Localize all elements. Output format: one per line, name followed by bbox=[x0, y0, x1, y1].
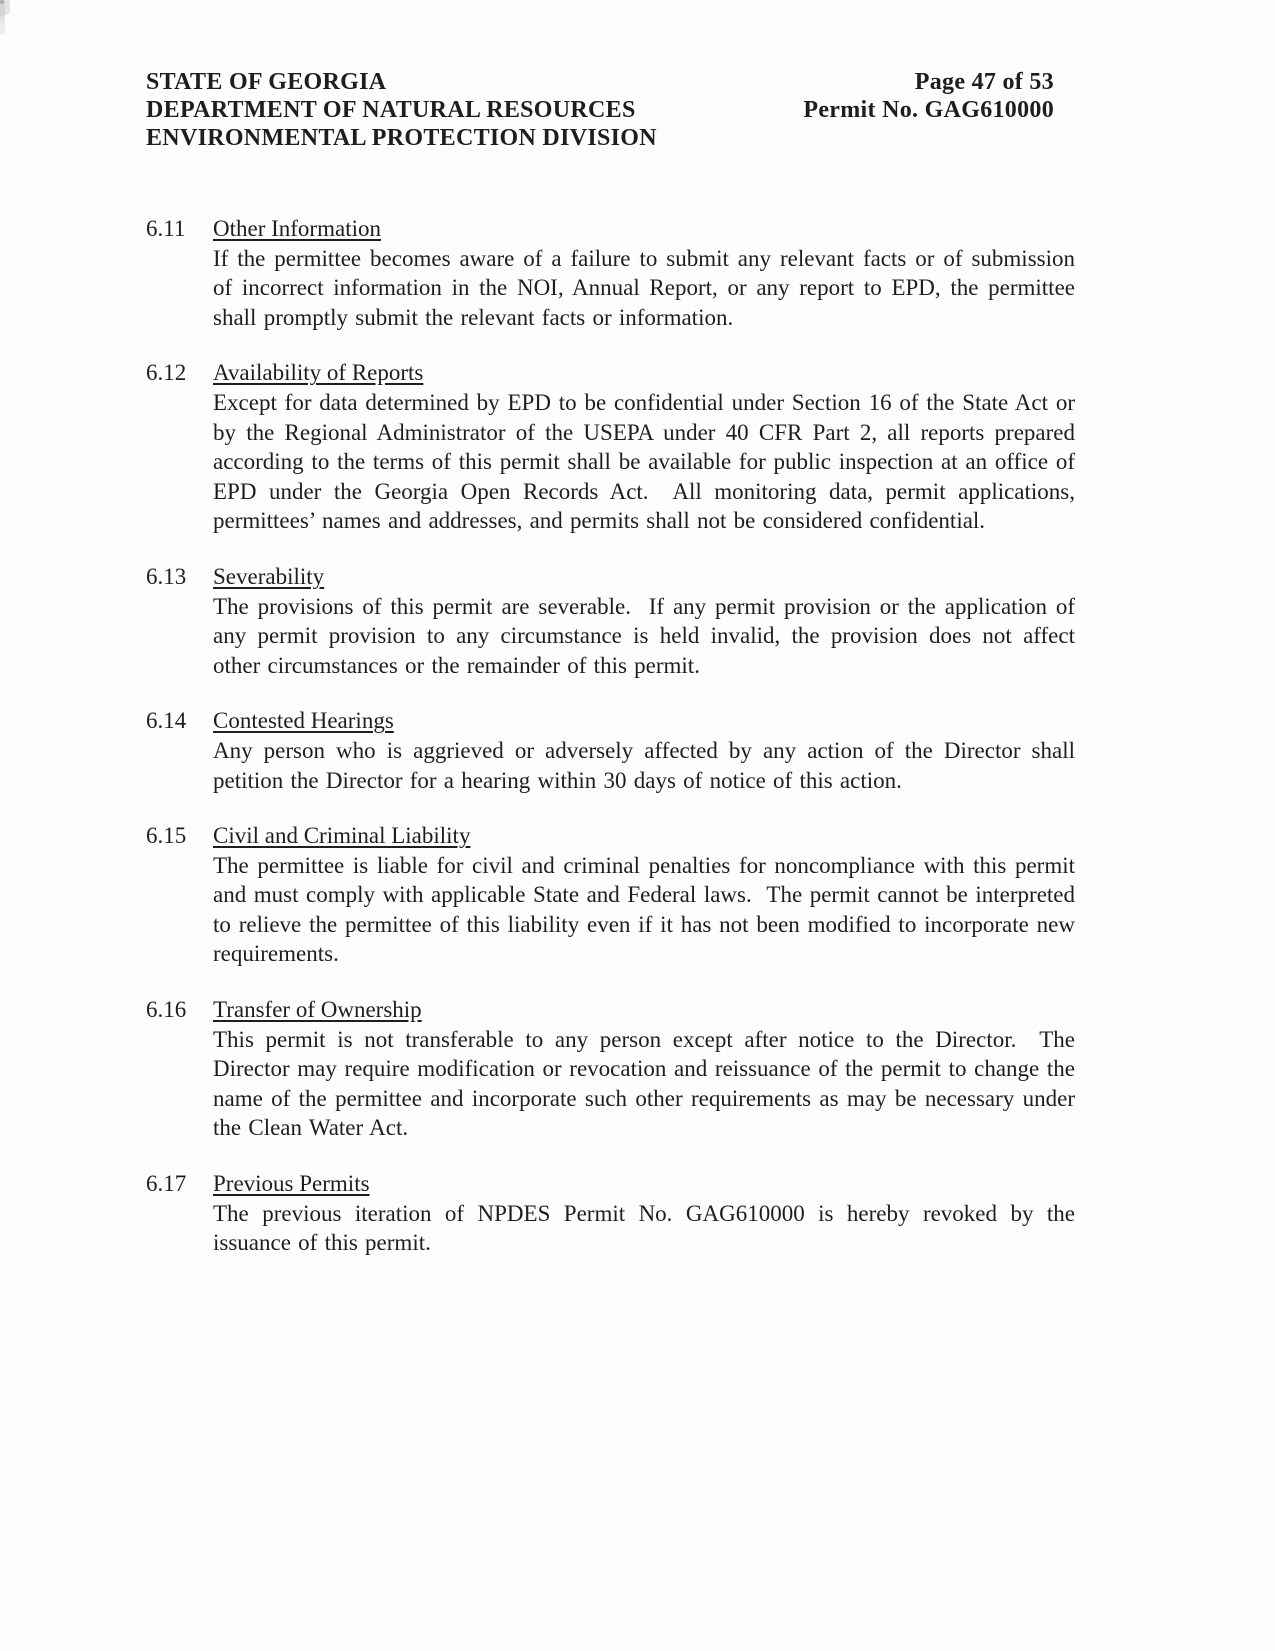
agency-header bbox=[146, 68, 657, 152]
section-title: Civil and Criminal Liability bbox=[213, 823, 471, 849]
document-meta bbox=[803, 68, 1054, 124]
section-title: Severability bbox=[213, 563, 325, 589]
section-body: Except for data determined by EPD to be confidential under Section 16 of the State Act or by the Regional Administrator of the USEPA under 40 CFR Part 2, all reports prepared according to the terms of this permit shall be available for public inspection at an office of EPD under the Georgia Open Records Act. All monitoring data, permit applications, permittees’ names and addresses, and permits shall not be considered confidential. bbox=[213, 389, 1075, 534]
section-number: 6.11 bbox=[146, 216, 186, 241]
agency-line-division: ENVIRONMENTAL PROTECTION DIVISION bbox=[146, 125, 657, 151]
section-number: 6.15 bbox=[146, 823, 187, 849]
section-number: 6.13 bbox=[146, 563, 187, 589]
permit-number: Permit No. GAG610000 bbox=[803, 97, 1054, 123]
section-body: The provisions of this permit are severable. If any permit provision or the application of any permit provision to any circumstance is held invalid, the provision does not affect other circumstances or the remainder of this permit. bbox=[213, 593, 1075, 678]
section-6-11 bbox=[146, 214, 1075, 332]
section-6-12 bbox=[146, 358, 1075, 536]
section-number: 6.14 bbox=[146, 708, 187, 734]
section-title: Availability of Reports bbox=[213, 360, 424, 386]
section-body: Any person who is aggrieved or adversely affected by any action of the Director shall petition the Director for a hearing within 30 days of notice of this action. bbox=[213, 737, 1075, 793]
section-number: 6.17 bbox=[146, 1171, 187, 1197]
section-6-13 bbox=[146, 562, 1075, 680]
section-body: This permit is not transferable to any person except after notice to the Director. The Director may require modification or revocation and reissuance of the permit to change the name of the permittee and incorporate such other requirements as may be necessary under the Clean Water Act. bbox=[213, 1026, 1075, 1141]
section-title: Contested Hearings bbox=[213, 708, 394, 734]
section-6-15 bbox=[146, 821, 1075, 969]
section-title: Transfer of Ownership bbox=[213, 997, 422, 1023]
section-title: Other Information bbox=[213, 216, 381, 241]
section-number: 6.12 bbox=[146, 360, 187, 386]
agency-line-state: STATE OF GEORGIA bbox=[146, 69, 387, 95]
section-title: Previous Permits bbox=[213, 1171, 370, 1197]
page-number: Page 47 of 53 bbox=[914, 69, 1054, 95]
section-body: If the permittee becomes aware of a failure to submit any relevant facts or of submission of incorrect information in the NOI, Annual Report, or any report to EPD, the permittee shall promptly submit the relevant facts or information. bbox=[213, 245, 1075, 330]
page-header bbox=[0, 0, 1275, 152]
section-body: The permittee is liable for civil and criminal penalties for noncompliance with this permit and must comply with applicable State and Federal laws. The permit cannot be interpreted to relieve the permittee of this liability even if it has not been modified to incorporate new requirements. bbox=[213, 852, 1075, 967]
section-body: The previous iteration of NPDES Permit No. GAG610000 is hereby revoked by the issuance of this permit. bbox=[213, 1200, 1075, 1256]
section-6-17 bbox=[146, 1169, 1075, 1258]
section-6-16 bbox=[146, 995, 1075, 1143]
section-6-14 bbox=[146, 706, 1075, 795]
agency-line-department: DEPARTMENT OF NATURAL RESOURCES bbox=[146, 97, 636, 123]
section-number: 6.16 bbox=[146, 997, 187, 1023]
sections bbox=[0, 152, 1275, 1258]
